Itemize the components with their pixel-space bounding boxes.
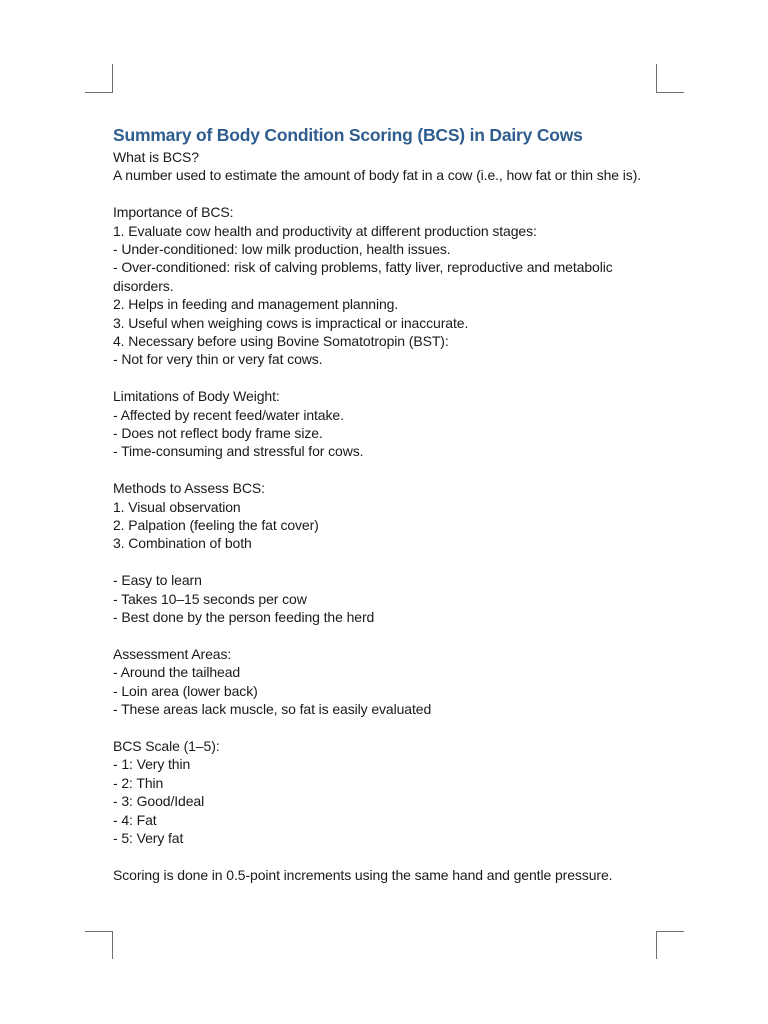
- importance-line: - Under-conditioned: low milk production, health issues.: [113, 241, 451, 258]
- methods-line: 1. Visual observation: [113, 498, 241, 515]
- scale-heading: BCS Scale (1–5):: [113, 737, 220, 754]
- crop-mark-bottom-left-horizontal: [85, 931, 113, 932]
- importance-line: 4. Necessary before using Bovine Somatotropin (BST):: [113, 333, 449, 350]
- limitations-heading: Limitations of Body Weight:: [113, 388, 280, 405]
- importance-line: - Not for very thin or very fat cows.: [113, 351, 323, 368]
- importance-heading: Importance of BCS:: [113, 204, 234, 221]
- methods-line: 3. Combination of both: [113, 535, 252, 552]
- crop-mark-top-left-vertical: [112, 64, 113, 92]
- limitations-line: - Does not reflect body frame size.: [113, 425, 323, 442]
- crop-mark-top-left-horizontal: [85, 92, 113, 93]
- spacer: [113, 369, 658, 387]
- scale-line: - 1: Very thin: [113, 756, 191, 773]
- importance-line: 2. Helps in feeding and management planning.: [113, 296, 399, 313]
- notes-line: - Takes 10–15 seconds per cow: [113, 590, 307, 607]
- crop-mark-top-right-vertical: [656, 64, 657, 92]
- intro-answer: A number used to estimate the amount of body fat in a cow (i.e., how fat or thin she is).: [113, 167, 642, 184]
- scale-line: - 4: Fat: [113, 811, 157, 828]
- limitations-line: - Time-consuming and stressful for cows.: [113, 443, 364, 460]
- crop-mark-bottom-right-horizontal: [656, 931, 684, 932]
- spacer: [113, 719, 658, 737]
- areas-line: - Loin area (lower back): [113, 682, 258, 699]
- intro-question: What is BCS?: [113, 149, 199, 165]
- document-title: Summary of Body Condition Scoring (BCS) in Dairy Cows: [113, 125, 583, 145]
- spacer: [113, 627, 658, 645]
- crop-mark-bottom-right-vertical: [656, 931, 657, 959]
- areas-line: - Around the tailhead: [113, 664, 241, 681]
- methods-line: 2. Palpation (feeling the fat cover): [113, 517, 319, 534]
- scale-line: - 2: Thin: [113, 774, 164, 791]
- spacer: [113, 461, 658, 479]
- notes-line: - Easy to learn: [113, 572, 202, 589]
- spacer: [113, 185, 658, 203]
- limitations-line: - Affected by recent feed/water intake.: [113, 406, 344, 423]
- areas-line: - These areas lack muscle, so fat is easily evaluated: [113, 701, 432, 718]
- crop-mark-bottom-left-vertical: [112, 931, 113, 959]
- spacer: [113, 847, 658, 865]
- importance-line: - Over-conditioned: risk of calving problems, fatty liver, reproductive and metabolic disorders.: [113, 259, 613, 294]
- spacer: [113, 553, 658, 571]
- scale-line: - 5: Very fat: [113, 829, 184, 846]
- areas-heading: Assessment Areas:: [113, 645, 232, 662]
- methods-heading: Methods to Assess BCS:: [113, 480, 265, 497]
- crop-mark-top-right-horizontal: [656, 92, 684, 93]
- closing-line: Scoring is done in 0.5-point increments using the same hand and gentle pressure.: [113, 866, 613, 883]
- notes-line: - Best done by the person feeding the herd: [113, 609, 375, 626]
- document-content: [113, 124, 658, 884]
- importance-line: 3. Useful when weighing cows is impractical or inaccurate.: [113, 314, 469, 331]
- scale-line: - 3: Good/Ideal: [113, 793, 205, 810]
- importance-line: 1. Evaluate cow health and productivity at different production stages:: [113, 222, 537, 239]
